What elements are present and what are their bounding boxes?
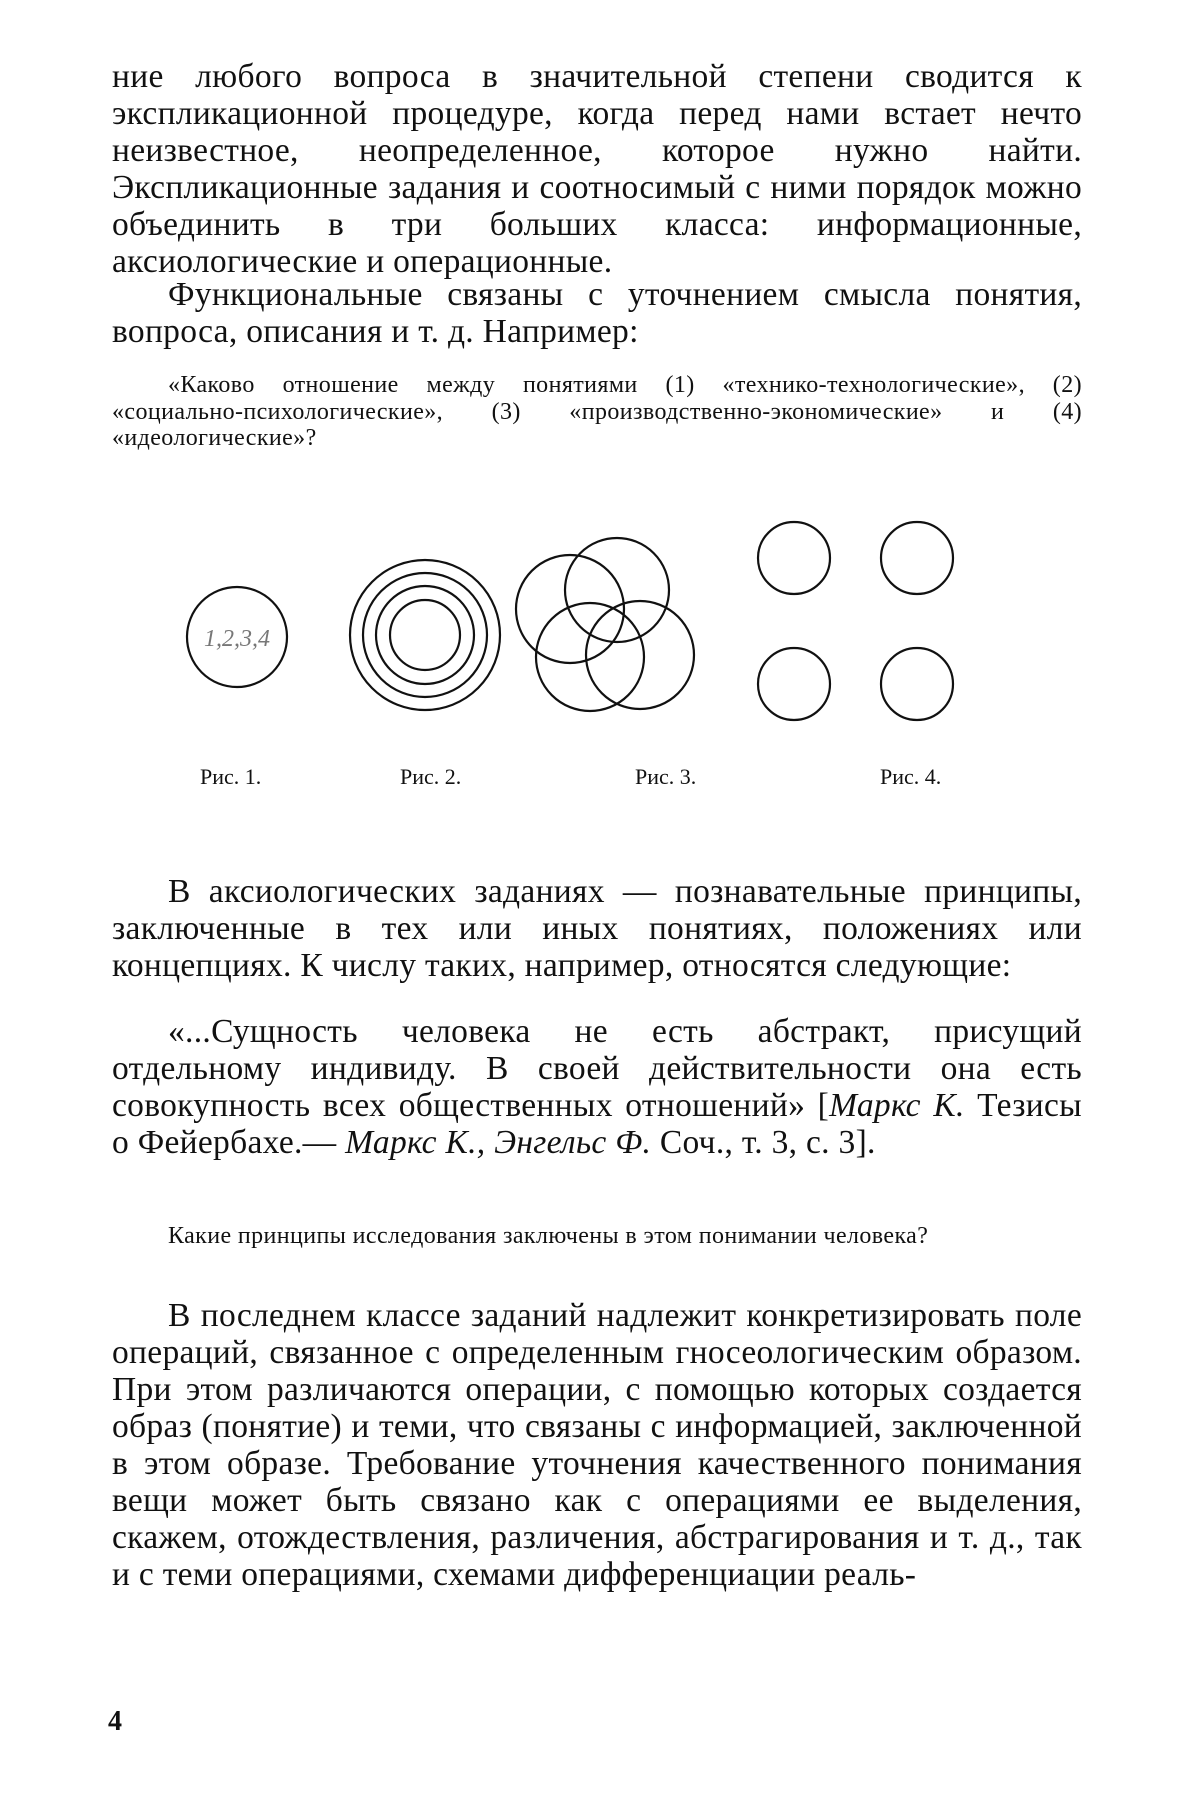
fig3-circle-4 <box>586 601 694 709</box>
paragraph-functional: Функциональные связаны с уточнением смысла понятия, вопроса, описания и т. д. Например: <box>112 276 1082 350</box>
paragraph-intro: ние любого вопроса в значительной степени сводится к экспликационной процедуре, когда перед нами встает нечто неизвестное, неопределенное, которое нужно найти. Экспликационные задания и соотносимый с ними порядок можно объединить в три больших класса: информационные, аксиологические и операционные. <box>112 58 1082 280</box>
quote-text: «...Сущность человека не есть абстракт, присущий отдельному индивиду. В своей действительности она есть совокупность всех общественных отношений» [ <box>112 1013 1082 1124</box>
citation-author: Маркс К. <box>829 1087 965 1124</box>
caption-fig3: Рис. 3. <box>635 764 697 789</box>
fig3-circle-3 <box>536 603 644 711</box>
caption-fig1: Рис. 1. <box>200 764 262 789</box>
fig4-circle-1 <box>758 522 830 594</box>
fig4-circle-4 <box>881 648 953 720</box>
concept-relations-figure <box>160 500 1040 790</box>
figure-diagrams <box>160 500 1040 760</box>
fig2-circle-2 <box>363 573 487 697</box>
fig3-circle-2 <box>565 538 669 642</box>
page-number: 4 <box>108 1706 122 1737</box>
caption-fig4: Рис. 4. <box>880 764 942 789</box>
fig3-circle-1 <box>516 555 624 663</box>
paragraph-axiological: В аксиологических заданиях — познавательные принципы, заключенные в тех или иных понятиях, положениях или концепциях. К числу таких, например, относятся следующие: <box>112 873 1082 984</box>
paragraph-operational: В последнем классе заданий надлежит конкретизировать поле операций, связанное с определенным гносеологическим образом. При этом различаются операции, с помощью которых создается образ (понятие) и теми, что связаны с информацией, заключенной в этом образе. Требование уточнения качественного понимания вещи может быть связано как с операциями ее выделения, скажем, отождествления, различения, абстрагирования и т. д., так и с теми операциями, схемами дифференциации реаль- <box>112 1297 1082 1593</box>
quotation-marx <box>112 1013 1082 1161</box>
citation-authors: Маркс К., Энгельс Ф. <box>345 1124 652 1161</box>
fig4-circle-2 <box>881 522 953 594</box>
fig1-label: 1,2,3,4 <box>204 626 270 652</box>
citation-title: Тезисы о Фейербахе.— <box>112 1087 1082 1161</box>
fig2-circle-outer <box>350 560 500 710</box>
question-concepts: «Каково отношение между понятиями (1) «технико-технологические», (2) «социально-психологические», (3) «производственно-экономические» и (4) «идеологические»? <box>112 372 1082 451</box>
citation-source: Соч., т. 3, с. 3]. <box>651 1124 876 1161</box>
fig4-circle-3 <box>758 648 830 720</box>
caption-fig2: Рис. 2. <box>400 764 462 789</box>
fig2-circle-inner <box>390 600 460 670</box>
question-principles: Какие принципы исследования заключены в этом понимании человека? <box>168 1223 929 1249</box>
